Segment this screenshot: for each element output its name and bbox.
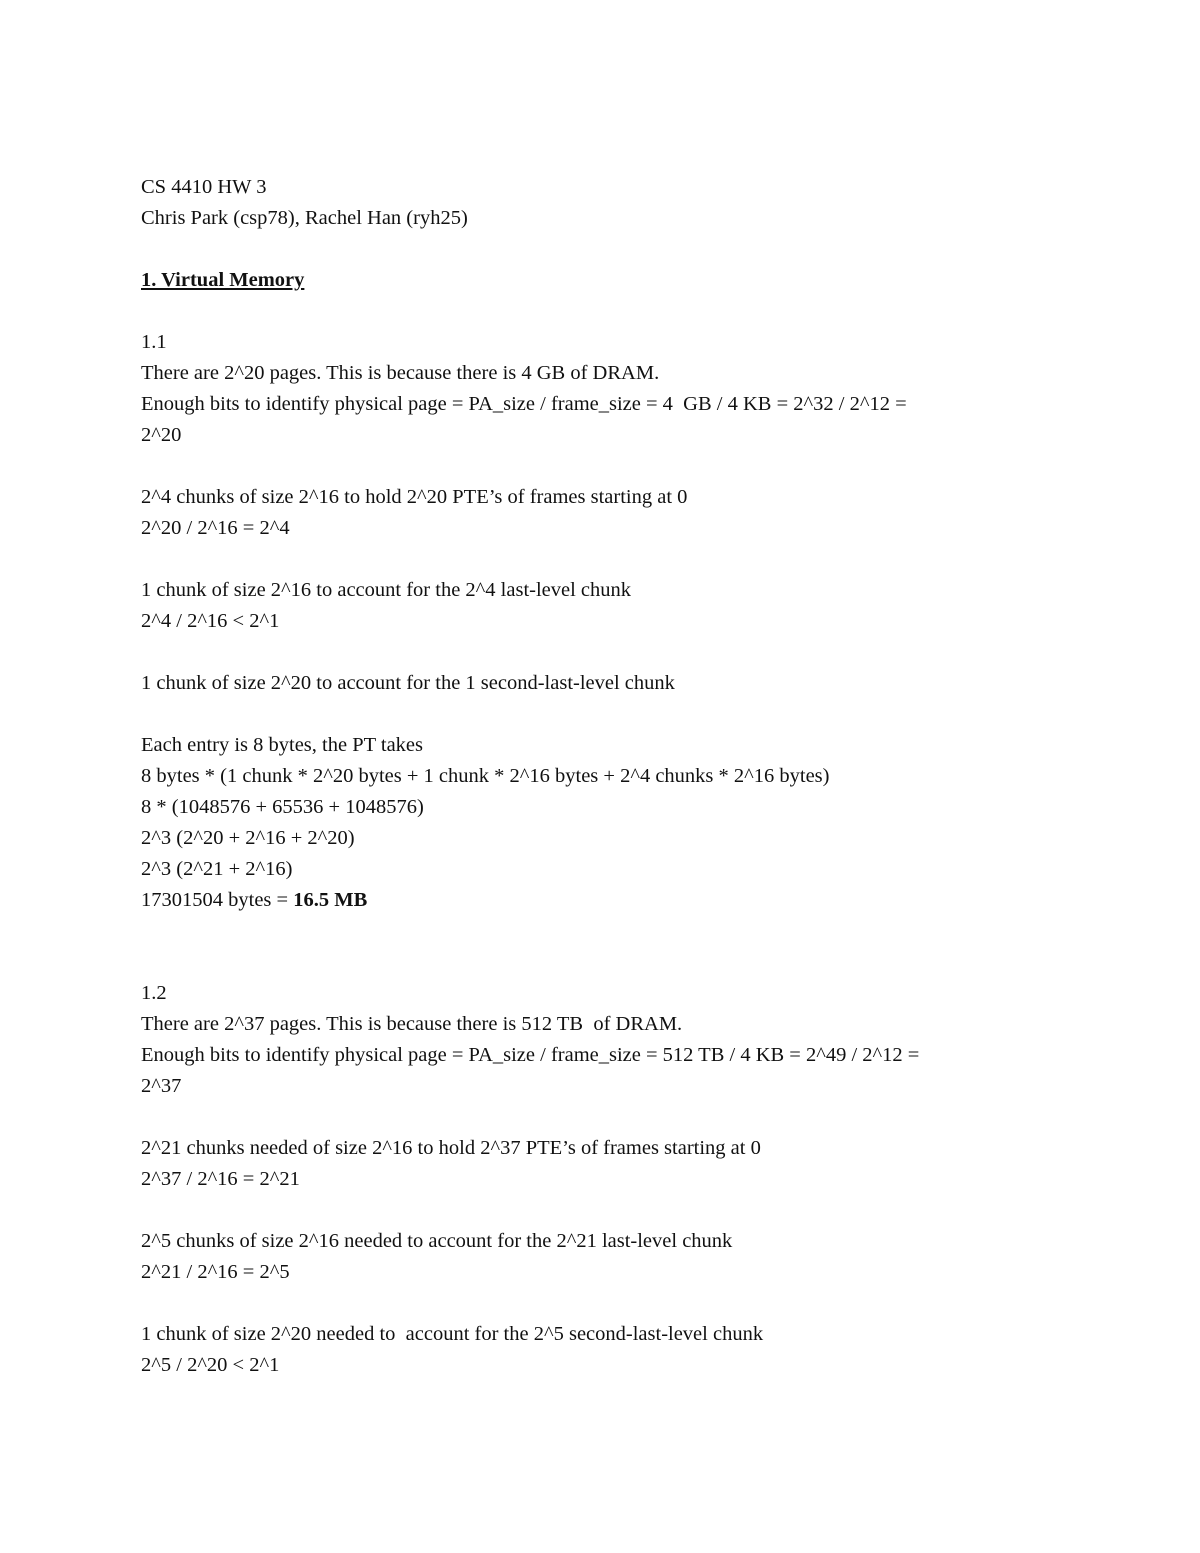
authors-line: Chris Park (csp78), Rachel Han (ryh25) [141,207,468,229]
q1-2-bits-line-2: 2^37 [141,1075,182,1097]
q1-2-chunks-a-calc: 2^37 / 2^16 = 2^21 [141,1168,300,1190]
section-heading-virtual-memory: 1. Virtual Memory [141,269,305,291]
document-body [141,172,1081,1381]
q1-1-entry-text: Each entry is 8 bytes, the PT takes [141,734,424,756]
q1-2-chunks-c-calc: 2^5 / 2^20 < 2^1 [141,1354,280,1376]
spacer [141,1102,1081,1133]
spacer [141,544,1081,575]
q1-2-bits-line-1: Enough bits to identify physical page = PA_size / frame_size = 512 TB / 4 KB = 2^49 / 2^12 = [141,1044,920,1066]
q1-1-result-value: 16.5 MB [293,889,368,911]
q1-2-chunks-b-calc: 2^21 / 2^16 = 2^5 [141,1261,290,1283]
q1-1-chunks-b-calc: 2^4 / 2^16 < 2^1 [141,610,280,632]
spacer [141,296,1081,327]
spacer [141,1288,1081,1319]
q1-1-chunks-a-text: 2^4 chunks of size 2^16 to hold 2^20 PTE’s of frames starting at 0 [141,486,688,508]
q1-1-result-prefix: 17301504 bytes = [141,889,294,911]
spacer [141,947,1081,978]
spacer [141,451,1081,482]
q1-1-calc-4: 2^3 (2^21 + 2^16) [141,858,293,880]
q1-2-pages-statement: There are 2^37 pages. This is because there is 512 TB of DRAM. [141,1013,683,1035]
spacer [141,699,1081,730]
q1-1-calc-1: 8 bytes * (1 chunk * 2^20 bytes + 1 chunk * 2^16 bytes + 2^4 chunks * 2^16 bytes) [141,765,830,787]
q1-1-bits-line-1: Enough bits to identify physical page = PA_size / frame_size = 4 GB / 4 KB = 2^32 / 2^12 = [141,393,907,415]
q1-2-chunks-b-text: 2^5 chunks of size 2^16 needed to account for the 2^21 last-level chunk [141,1230,733,1252]
q1-1-chunks-b-text: 1 chunk of size 2^16 to account for the 2^4 last-level chunk [141,579,632,601]
q1-1-bits-line-2: 2^20 [141,424,182,446]
spacer [141,916,1081,947]
q1-1-pages-statement: There are 2^20 pages. This is because there is 4 GB of DRAM. [141,362,660,384]
q1-1-calc-2: 8 * (1048576 + 65536 + 1048576) [141,796,424,818]
q1-1-chunks-a-calc: 2^20 / 2^16 = 2^4 [141,517,290,539]
q1-2-chunks-c-text: 1 chunk of size 2^20 needed to account for the 2^5 second-last-level chunk [141,1323,764,1345]
q1-1-result [141,885,1081,916]
course-title: CS 4410 HW 3 [141,176,267,198]
q1-1-chunks-c-text: 1 chunk of size 2^20 to account for the 1 second-last-level chunk [141,672,675,694]
q1-2-chunks-a-text: 2^21 chunks needed of size 2^16 to hold 2^37 PTE’s of frames starting at 0 [141,1137,761,1159]
spacer [141,1195,1081,1226]
spacer [141,234,1081,265]
question-number-1-1: 1.1 [141,331,167,353]
q1-1-calc-3: 2^3 (2^20 + 2^16 + 2^20) [141,827,355,849]
question-number-1-2: 1.2 [141,982,167,1004]
spacer [141,637,1081,668]
